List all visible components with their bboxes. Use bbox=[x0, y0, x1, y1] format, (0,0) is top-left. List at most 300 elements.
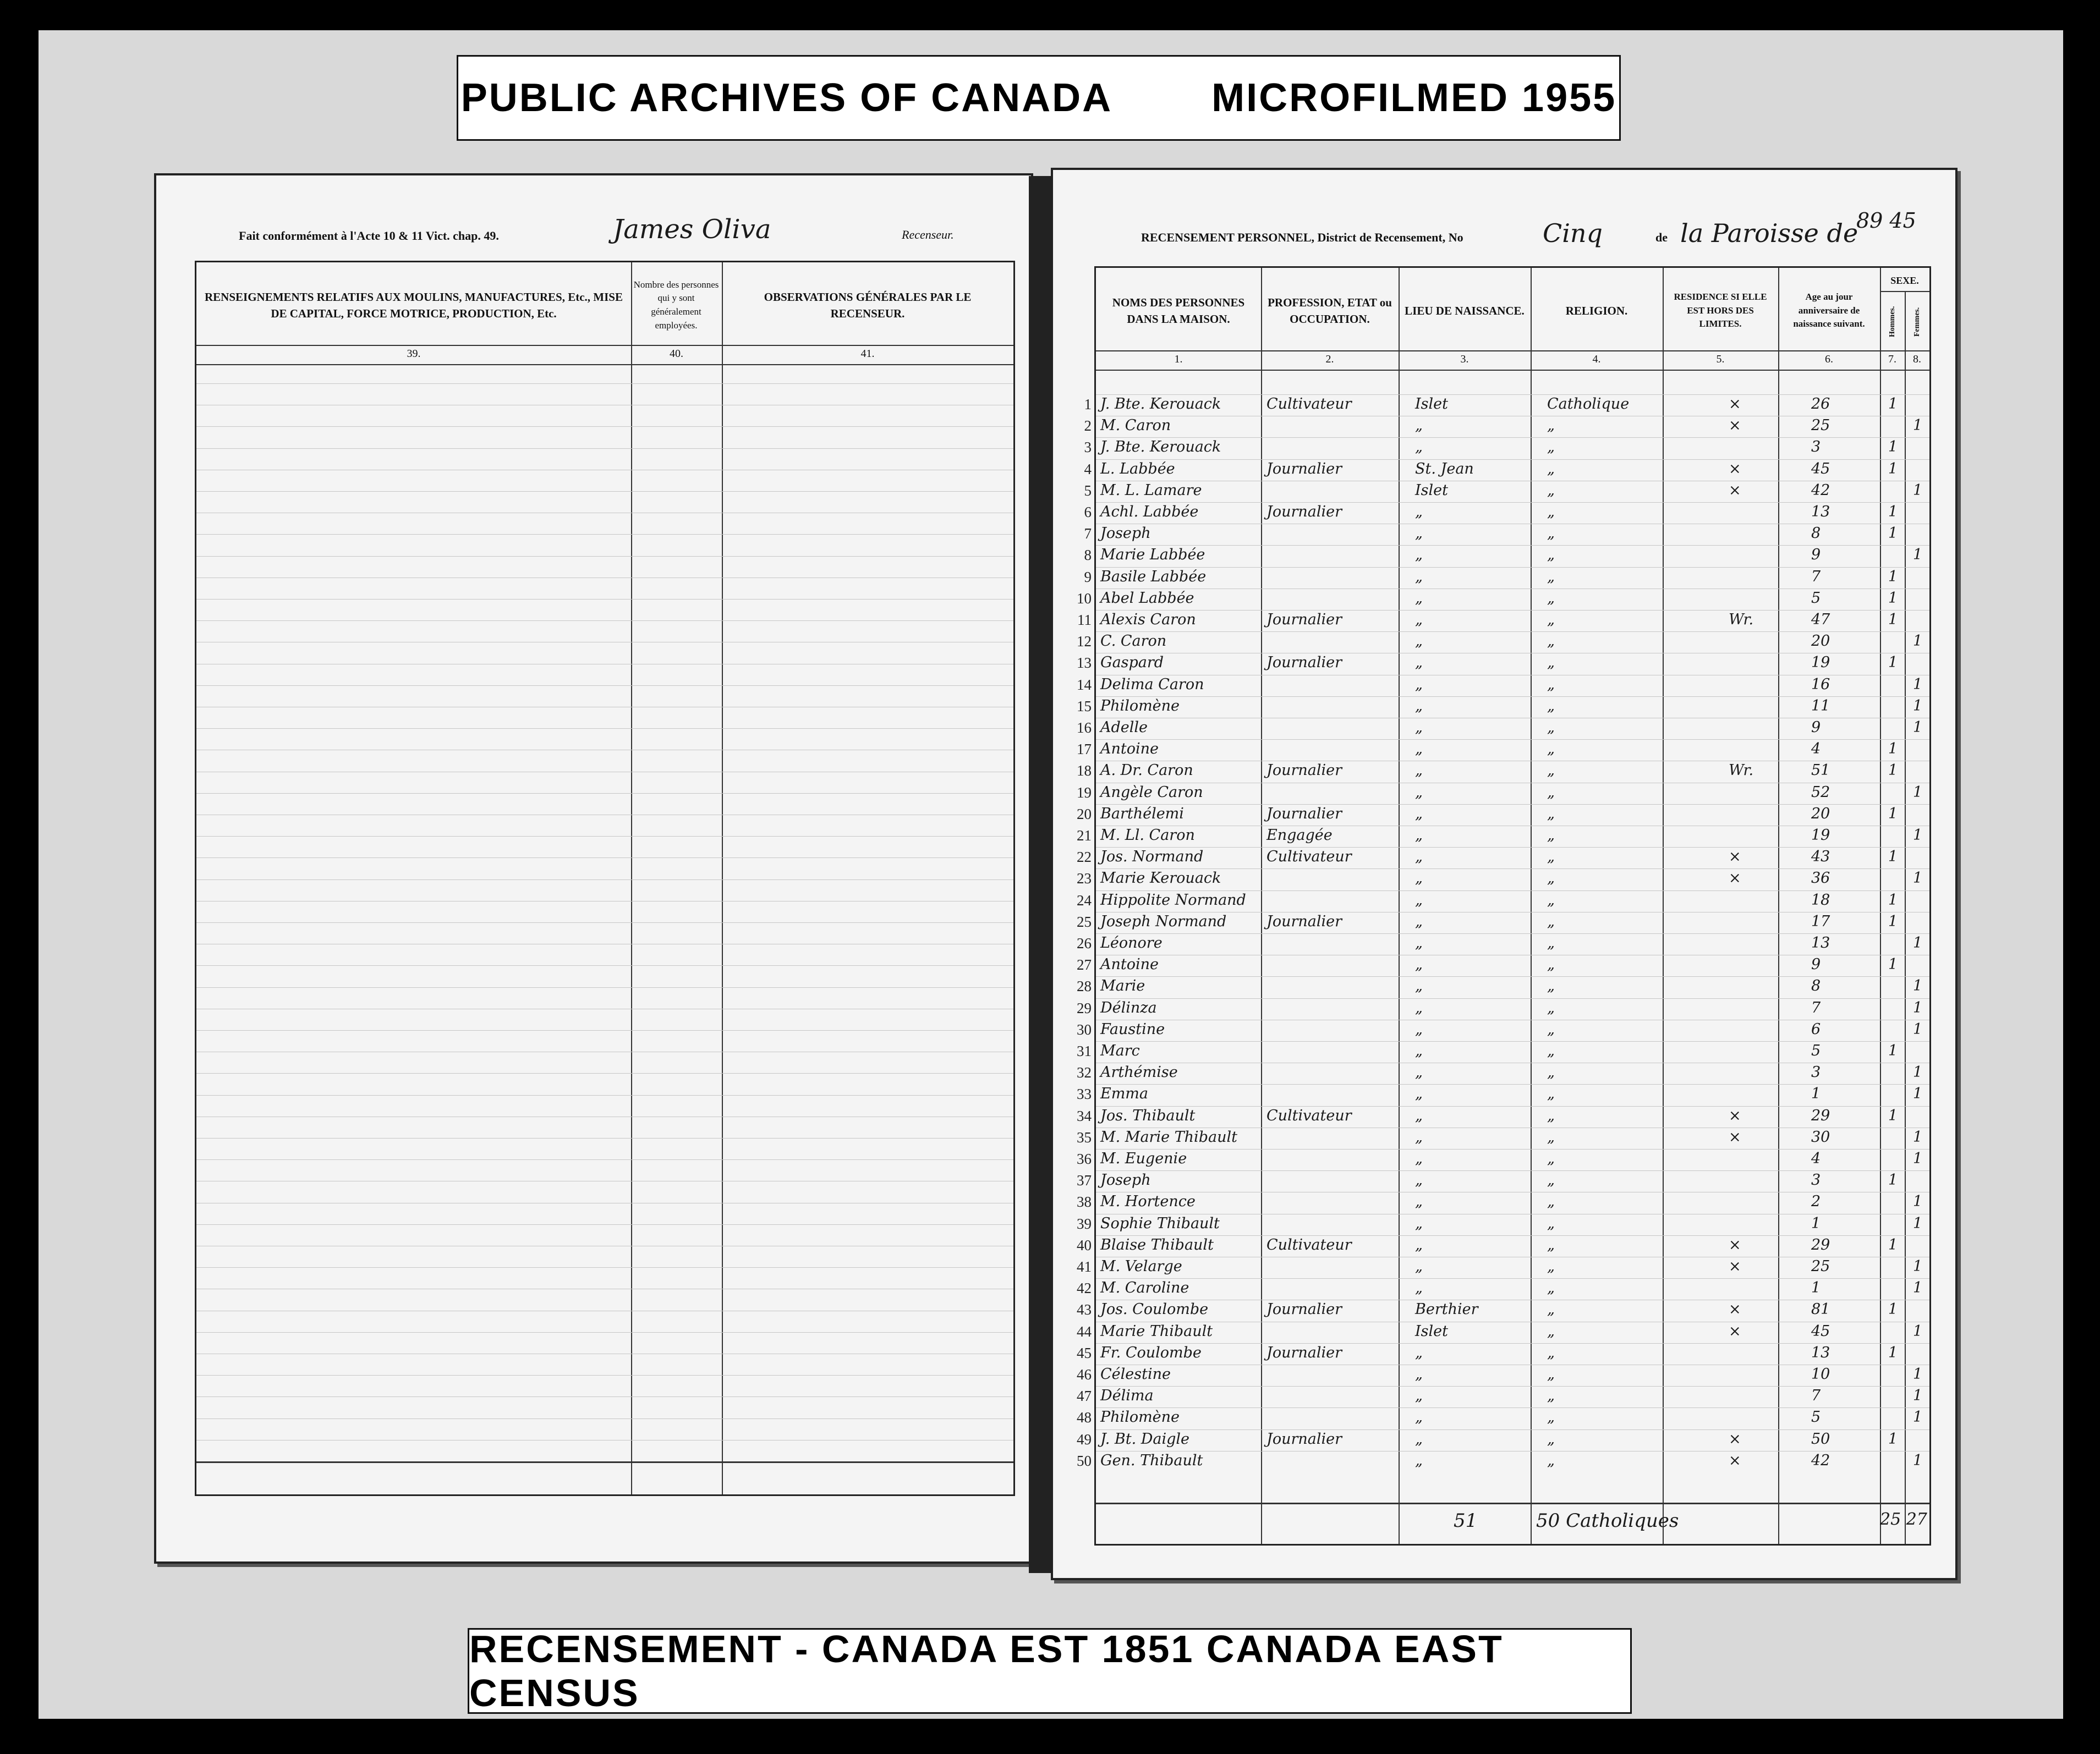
row-number: 42 bbox=[1077, 1280, 1092, 1297]
cell-m: 1 bbox=[1888, 1042, 1898, 1059]
cell-birth: „ bbox=[1415, 912, 1423, 930]
ruled-line bbox=[196, 1073, 1013, 1074]
ruled-line bbox=[1096, 933, 1929, 934]
cell-rel: „ bbox=[1547, 1430, 1555, 1448]
census-row bbox=[1077, 719, 1929, 736]
column-header-employees: Nombre des personnes qui y sont généralement employées. bbox=[633, 279, 719, 331]
ruled-line bbox=[1096, 1429, 1929, 1430]
row-number: 8 bbox=[1084, 547, 1092, 564]
row-number: 43 bbox=[1077, 1301, 1092, 1318]
census-row bbox=[1077, 1128, 1929, 1146]
cell-f: 1 bbox=[1913, 1258, 1923, 1275]
cell-occ: Journalier bbox=[1266, 611, 1342, 628]
census-row bbox=[1077, 1387, 1929, 1405]
cell-m: 1 bbox=[1888, 525, 1898, 542]
census-row bbox=[1077, 611, 1929, 629]
cell-rel: „ bbox=[1547, 1193, 1555, 1211]
row-number: 9 bbox=[1084, 568, 1092, 585]
ruled-line bbox=[1096, 459, 1929, 460]
cell-name: Marie Thibault bbox=[1100, 1322, 1213, 1340]
census-entries bbox=[1077, 394, 1929, 1472]
column-header-men: Hommes. bbox=[1888, 306, 1896, 338]
cell-name: Jos. Normand bbox=[1100, 848, 1204, 866]
ruled-line bbox=[1096, 1278, 1929, 1279]
cell-age: 45 bbox=[1811, 1322, 1830, 1340]
cell-occ: Journalier bbox=[1266, 1344, 1342, 1361]
cell-name: Jos. Thibault bbox=[1100, 1107, 1196, 1124]
cell-m: 1 bbox=[1888, 805, 1898, 822]
census-row bbox=[1077, 1409, 1929, 1426]
cell-birth: „ bbox=[1415, 848, 1423, 866]
ruled-line bbox=[1096, 1235, 1929, 1236]
census-row bbox=[1084, 417, 1929, 435]
cell-age: 10 bbox=[1811, 1366, 1830, 1383]
ruled-line bbox=[196, 1267, 1013, 1268]
cell-f: 1 bbox=[1913, 481, 1923, 499]
cell-f: 1 bbox=[1913, 783, 1923, 801]
cell-age: 20 bbox=[1811, 805, 1830, 822]
cell-rel: „ bbox=[1547, 1258, 1555, 1275]
cell-rel: Catholique bbox=[1547, 395, 1630, 413]
cell-m: 1 bbox=[1888, 762, 1898, 779]
cell-rel: „ bbox=[1547, 654, 1555, 672]
ruled-line bbox=[196, 1396, 1013, 1397]
row-number: 33 bbox=[1077, 1086, 1092, 1103]
census-row bbox=[1077, 1172, 1929, 1189]
cell-occ: Journalier bbox=[1266, 460, 1342, 477]
census-row bbox=[1077, 1042, 1929, 1060]
ruled-line bbox=[196, 599, 1013, 600]
census-row bbox=[1077, 805, 1929, 823]
cell-m: 1 bbox=[1888, 395, 1898, 413]
cell-birth: „ bbox=[1415, 654, 1423, 672]
cell-name: Alexis Caron bbox=[1100, 611, 1196, 628]
cell-age: 4 bbox=[1811, 1150, 1821, 1167]
cell-f: 1 bbox=[1913, 827, 1923, 844]
row-number: 40 bbox=[1077, 1236, 1092, 1253]
act-reference: Fait conformément à l'Acte 10 & 11 Vict. chap. 49. bbox=[239, 229, 499, 243]
parish-name: la Paroisse de bbox=[1680, 218, 1858, 248]
row-number: 50 bbox=[1077, 1452, 1092, 1469]
ruled-line bbox=[1096, 739, 1929, 740]
cell-m: 1 bbox=[1888, 912, 1898, 930]
cell-rel: „ bbox=[1547, 546, 1555, 564]
ruled-line bbox=[196, 965, 1013, 966]
cell-rel: „ bbox=[1547, 1085, 1555, 1103]
cell-f: 1 bbox=[1913, 697, 1923, 714]
column-header-religion: RELIGION. bbox=[1565, 304, 1628, 317]
census-row bbox=[1077, 654, 1929, 672]
cell-rel: „ bbox=[1547, 1344, 1555, 1361]
row-number: 28 bbox=[1077, 978, 1092, 995]
cell-m: 1 bbox=[1888, 1236, 1898, 1253]
cell-age: 29 bbox=[1811, 1107, 1830, 1124]
cell-birth: „ bbox=[1415, 1172, 1423, 1189]
row-number: 35 bbox=[1077, 1129, 1092, 1146]
census-row bbox=[1077, 1451, 1929, 1470]
row-number: 19 bbox=[1077, 784, 1092, 801]
cell-name: Sophie Thibault bbox=[1100, 1214, 1220, 1232]
cell-m: 1 bbox=[1888, 654, 1898, 672]
cell-rel: „ bbox=[1547, 762, 1555, 779]
cell-rel: „ bbox=[1547, 611, 1555, 628]
cell-name: Abel Labbée bbox=[1100, 589, 1194, 607]
ruled-line bbox=[1096, 847, 1929, 848]
census-title: RECENSEMENT - CANADA EST 1851 CANADA EAST CENSUS bbox=[469, 1627, 1504, 1714]
census-row bbox=[1077, 934, 1929, 952]
cell-age: 47 bbox=[1811, 611, 1830, 628]
row-number: 32 bbox=[1077, 1064, 1092, 1081]
ruled-line bbox=[1096, 1343, 1929, 1344]
cell-birth: „ bbox=[1415, 633, 1423, 650]
census-row bbox=[1077, 1236, 1929, 1254]
cell-rel: „ bbox=[1547, 1301, 1555, 1318]
census-row bbox=[1077, 1279, 1929, 1297]
religion-total: 50 Catholiques bbox=[1536, 1510, 1679, 1532]
cell-occ: Cultivateur bbox=[1266, 848, 1352, 866]
ruled-line bbox=[196, 1418, 1013, 1419]
header-divider bbox=[1096, 370, 1929, 371]
cell-name: C. Caron bbox=[1100, 633, 1167, 650]
cell-name: Délima bbox=[1100, 1387, 1154, 1405]
cell-res: × bbox=[1729, 1322, 1741, 1340]
cell-m: 1 bbox=[1888, 891, 1898, 909]
cell-name: M. Caroline bbox=[1100, 1279, 1189, 1297]
cell-birth: Islet bbox=[1415, 395, 1448, 413]
microfilm-date: MICROFILMED 1955 bbox=[1211, 76, 1617, 120]
cell-m: 1 bbox=[1888, 568, 1898, 585]
cell-res: × bbox=[1729, 395, 1741, 413]
archives-title: PUBLIC ARCHIVES OF CANADA bbox=[460, 76, 1113, 120]
row-number: 22 bbox=[1077, 849, 1092, 866]
cell-age: 7 bbox=[1811, 1387, 1821, 1405]
ruled-line bbox=[196, 1095, 1013, 1096]
row-number: 37 bbox=[1077, 1172, 1092, 1189]
cell-birth: „ bbox=[1415, 1366, 1423, 1383]
cell-name: Fr. Coulombe bbox=[1100, 1344, 1202, 1361]
column-number: 1. bbox=[1174, 353, 1183, 365]
cell-age: 8 bbox=[1811, 977, 1821, 995]
cell-age: 3 bbox=[1811, 1172, 1821, 1189]
cell-f: 1 bbox=[1913, 719, 1923, 736]
cell-res: × bbox=[1729, 1236, 1741, 1253]
cell-name: Emma bbox=[1100, 1085, 1149, 1103]
ruled-line bbox=[1096, 998, 1929, 999]
cell-name: J. Bt. Daigle bbox=[1100, 1430, 1190, 1448]
cell-name: M. Eugenie bbox=[1100, 1150, 1187, 1167]
cell-m: 1 bbox=[1888, 740, 1898, 758]
cell-name: Achl. Labbée bbox=[1100, 503, 1199, 520]
cell-name: Marc bbox=[1100, 1042, 1140, 1059]
cell-age: 25 bbox=[1811, 1258, 1830, 1275]
cell-rel: „ bbox=[1547, 1128, 1555, 1146]
row-number: 5 bbox=[1084, 482, 1092, 499]
cell-age: 17 bbox=[1811, 912, 1830, 930]
enumerator-signature: James Oliva bbox=[613, 214, 771, 245]
cell-age: 18 bbox=[1811, 891, 1830, 909]
cell-rel: „ bbox=[1547, 1172, 1555, 1189]
row-number: 14 bbox=[1077, 676, 1092, 693]
cell-age: 13 bbox=[1811, 503, 1830, 520]
cell-age: 52 bbox=[1811, 783, 1830, 801]
ruled-line bbox=[1096, 1041, 1929, 1042]
cell-m: 1 bbox=[1888, 460, 1898, 477]
cell-age: 20 bbox=[1811, 633, 1830, 650]
cell-f: 1 bbox=[1913, 999, 1923, 1016]
ruled-line bbox=[196, 491, 1013, 492]
header-divider bbox=[196, 345, 1013, 346]
row-number: 44 bbox=[1077, 1323, 1092, 1340]
cell-m: 1 bbox=[1888, 589, 1898, 607]
ruled-line bbox=[196, 1030, 1013, 1031]
cell-age: 4 bbox=[1811, 740, 1821, 758]
cell-occ: Cultivateur bbox=[1266, 1107, 1352, 1124]
cell-f: 1 bbox=[1913, 1322, 1923, 1340]
cell-birth: „ bbox=[1415, 503, 1423, 520]
cell-age: 9 bbox=[1811, 546, 1821, 564]
ruled-line bbox=[1096, 1407, 1929, 1408]
ruled-line bbox=[1096, 1084, 1929, 1085]
header-divider bbox=[1096, 350, 1929, 351]
cell-f: 1 bbox=[1913, 633, 1923, 650]
cell-name: A. Dr. Caron bbox=[1100, 762, 1193, 779]
cell-birth: „ bbox=[1415, 1064, 1423, 1081]
cell-age: 29 bbox=[1811, 1236, 1830, 1253]
cell-rel: „ bbox=[1547, 589, 1555, 607]
row-number: 20 bbox=[1077, 805, 1092, 822]
header-divider bbox=[196, 364, 1013, 365]
cell-name: Barthélemi bbox=[1100, 805, 1184, 822]
cell-birth: Islet bbox=[1415, 481, 1448, 499]
cell-birth: „ bbox=[1415, 827, 1423, 844]
total-divider bbox=[196, 1461, 1013, 1463]
row-number: 7 bbox=[1084, 525, 1092, 542]
cell-m: 1 bbox=[1888, 848, 1898, 866]
column-number: 39. bbox=[407, 348, 421, 360]
cell-m: 1 bbox=[1888, 1344, 1898, 1361]
cell-name: Marie Kerouack bbox=[1100, 870, 1221, 887]
census-row bbox=[1077, 1214, 1929, 1233]
cell-f: 1 bbox=[1913, 1150, 1923, 1167]
cell-rel: „ bbox=[1547, 912, 1555, 930]
cell-f: 1 bbox=[1913, 870, 1923, 887]
cell-name: Basile Labbée bbox=[1100, 568, 1207, 585]
cell-birth: „ bbox=[1415, 1193, 1423, 1211]
ruled-line bbox=[196, 426, 1013, 427]
cell-age: 81 bbox=[1811, 1301, 1830, 1318]
cell-res: × bbox=[1729, 417, 1741, 435]
cell-age: 42 bbox=[1811, 1451, 1830, 1469]
ruled-line bbox=[1096, 610, 1929, 611]
ruled-line bbox=[196, 1224, 1013, 1225]
row-number: 48 bbox=[1077, 1409, 1092, 1426]
cell-name: Arthémise bbox=[1100, 1064, 1178, 1081]
cell-res: Wr. bbox=[1729, 611, 1754, 628]
cell-birth: „ bbox=[1415, 417, 1423, 435]
row-number: 26 bbox=[1077, 935, 1092, 952]
ruled-line bbox=[196, 556, 1013, 557]
cell-res: × bbox=[1729, 1128, 1741, 1146]
cell-res: × bbox=[1729, 1451, 1741, 1469]
cell-rel: „ bbox=[1547, 805, 1555, 822]
cell-f: 1 bbox=[1913, 1387, 1923, 1405]
cell-birth: Berthier bbox=[1415, 1301, 1478, 1318]
ruled-line bbox=[1096, 976, 1929, 977]
ruled-line bbox=[196, 620, 1013, 621]
column-header-birthplace: LIEU DE NAISSANCE. bbox=[1405, 304, 1525, 317]
census-row bbox=[1077, 1322, 1929, 1340]
cell-birth: „ bbox=[1415, 956, 1423, 974]
cell-occ: Engagée bbox=[1266, 827, 1333, 844]
census-row bbox=[1077, 977, 1929, 995]
cell-name: J. Bte. Kerouack bbox=[1100, 438, 1221, 456]
cell-rel: „ bbox=[1547, 1064, 1555, 1081]
census-row bbox=[1077, 783, 1929, 801]
census-row bbox=[1077, 762, 1929, 779]
cell-rel: „ bbox=[1547, 697, 1555, 714]
total-divider bbox=[1096, 1503, 1929, 1504]
row-number: 29 bbox=[1077, 999, 1092, 1016]
cell-rel: „ bbox=[1547, 934, 1555, 952]
row-number: 45 bbox=[1077, 1344, 1092, 1361]
census-row bbox=[1077, 1430, 1929, 1448]
cell-name: Jos. Coulombe bbox=[1100, 1301, 1209, 1318]
personal-census-table bbox=[1077, 266, 1931, 1546]
cell-name: M. L. Lamare bbox=[1100, 481, 1202, 499]
cell-f: 1 bbox=[1913, 977, 1923, 995]
cell-name: M. Ll. Caron bbox=[1100, 827, 1195, 844]
census-row bbox=[1077, 1064, 1929, 1081]
cell-rel: „ bbox=[1547, 633, 1555, 650]
cell-res: × bbox=[1729, 481, 1741, 499]
cell-age: 26 bbox=[1811, 395, 1830, 413]
ruled-line bbox=[196, 922, 1013, 923]
cell-rel: „ bbox=[1547, 783, 1555, 801]
census-row bbox=[1084, 525, 1929, 542]
row-number: 49 bbox=[1077, 1431, 1092, 1448]
cell-rel: „ bbox=[1547, 1279, 1555, 1297]
cell-occ: Cultivateur bbox=[1266, 1236, 1352, 1253]
column-header-women: Femmes. bbox=[1912, 307, 1921, 337]
census-row bbox=[1084, 438, 1929, 456]
cell-f: 1 bbox=[1913, 1064, 1923, 1081]
ruled-line bbox=[196, 987, 1013, 988]
cell-birth: „ bbox=[1415, 1085, 1423, 1103]
cell-f: 1 bbox=[1913, 1193, 1923, 1211]
cell-f: 1 bbox=[1913, 1128, 1923, 1146]
cell-occ: Journalier bbox=[1266, 1301, 1342, 1318]
cell-birth: „ bbox=[1415, 1128, 1423, 1146]
cell-birth: „ bbox=[1415, 568, 1423, 585]
cell-f: 1 bbox=[1913, 1085, 1923, 1103]
row-number: 4 bbox=[1084, 460, 1092, 477]
column-header-names: NOMS DES PERSONNES DANS LA MAISON. bbox=[1112, 295, 1245, 326]
cell-m: 1 bbox=[1888, 503, 1898, 520]
cell-rel: „ bbox=[1547, 438, 1555, 456]
cell-birth: „ bbox=[1415, 783, 1423, 801]
cell-m: 1 bbox=[1888, 956, 1898, 974]
cell-birth: „ bbox=[1415, 719, 1423, 736]
cell-birth: „ bbox=[1415, 1387, 1423, 1405]
ruled-line bbox=[1096, 1106, 1929, 1107]
cell-birth: „ bbox=[1415, 1258, 1423, 1275]
ruled-line bbox=[1096, 545, 1929, 546]
census-banner bbox=[468, 1628, 1632, 1714]
row-number: 12 bbox=[1077, 633, 1092, 650]
ruled-line bbox=[1096, 696, 1929, 697]
cell-f: 1 bbox=[1913, 546, 1923, 564]
row-number: 36 bbox=[1077, 1151, 1092, 1167]
census-row bbox=[1084, 460, 1929, 478]
cell-birth: „ bbox=[1415, 546, 1423, 564]
ruled-line bbox=[1096, 631, 1929, 632]
cell-name: M. Marie Thibault bbox=[1100, 1128, 1237, 1146]
census-row bbox=[1084, 481, 1929, 499]
cell-f: 1 bbox=[1913, 1451, 1923, 1469]
cell-occ: Journalier bbox=[1266, 762, 1342, 779]
cell-rel: „ bbox=[1547, 1107, 1555, 1124]
cell-rel: „ bbox=[1547, 1387, 1555, 1405]
census-row bbox=[1077, 1366, 1929, 1383]
cell-res: × bbox=[1729, 1301, 1741, 1318]
cell-age: 3 bbox=[1811, 438, 1821, 456]
cell-name: Gaspard bbox=[1100, 654, 1164, 672]
cell-birth: „ bbox=[1415, 1020, 1423, 1038]
cell-occ: Journalier bbox=[1266, 503, 1342, 520]
cell-rel: „ bbox=[1547, 1451, 1555, 1469]
cell-birth: „ bbox=[1415, 1042, 1423, 1059]
cell-rel: „ bbox=[1547, 1150, 1555, 1167]
cell-rel: „ bbox=[1547, 1409, 1555, 1426]
census-row bbox=[1077, 827, 1929, 844]
cell-age: 5 bbox=[1811, 1409, 1821, 1426]
census-heading: RECENSEMENT PERSONNEL, District de Recensement, No bbox=[1141, 230, 1463, 244]
cell-name: Joseph bbox=[1100, 1172, 1151, 1189]
cell-occ: Journalier bbox=[1266, 912, 1342, 930]
ruled-line bbox=[1096, 1386, 1929, 1387]
row-number: 3 bbox=[1084, 439, 1092, 456]
row-number: 41 bbox=[1077, 1258, 1092, 1275]
cell-name: Delima Caron bbox=[1100, 675, 1204, 693]
column-number: 5. bbox=[1716, 353, 1725, 365]
cell-rel: „ bbox=[1547, 417, 1555, 435]
cell-rel: „ bbox=[1547, 1236, 1555, 1253]
ruled-line bbox=[196, 685, 1013, 686]
cell-birth: „ bbox=[1415, 999, 1423, 1016]
column-number: 4. bbox=[1592, 353, 1601, 365]
column-number: 8. bbox=[1913, 353, 1921, 365]
cell-m: 1 bbox=[1888, 1301, 1898, 1318]
census-row bbox=[1077, 1301, 1929, 1318]
cell-rel: „ bbox=[1547, 1366, 1555, 1383]
cell-birth: „ bbox=[1415, 525, 1423, 542]
cell-age: 9 bbox=[1811, 719, 1821, 736]
book-spine bbox=[1029, 176, 1052, 1573]
mills-observations-table bbox=[195, 261, 1015, 1496]
census-row bbox=[1077, 1193, 1929, 1211]
row-number: 27 bbox=[1077, 956, 1092, 974]
cell-rel: „ bbox=[1547, 740, 1555, 758]
row-number: 30 bbox=[1077, 1021, 1092, 1038]
census-row bbox=[1077, 633, 1929, 650]
census-row bbox=[1077, 870, 1929, 887]
cell-age: 5 bbox=[1811, 1042, 1821, 1059]
cell-rel: „ bbox=[1547, 719, 1555, 736]
row-number: 24 bbox=[1077, 892, 1092, 909]
cell-age: 3 bbox=[1811, 1064, 1821, 1081]
ruled-line bbox=[196, 793, 1013, 794]
cell-birth: „ bbox=[1415, 870, 1423, 887]
